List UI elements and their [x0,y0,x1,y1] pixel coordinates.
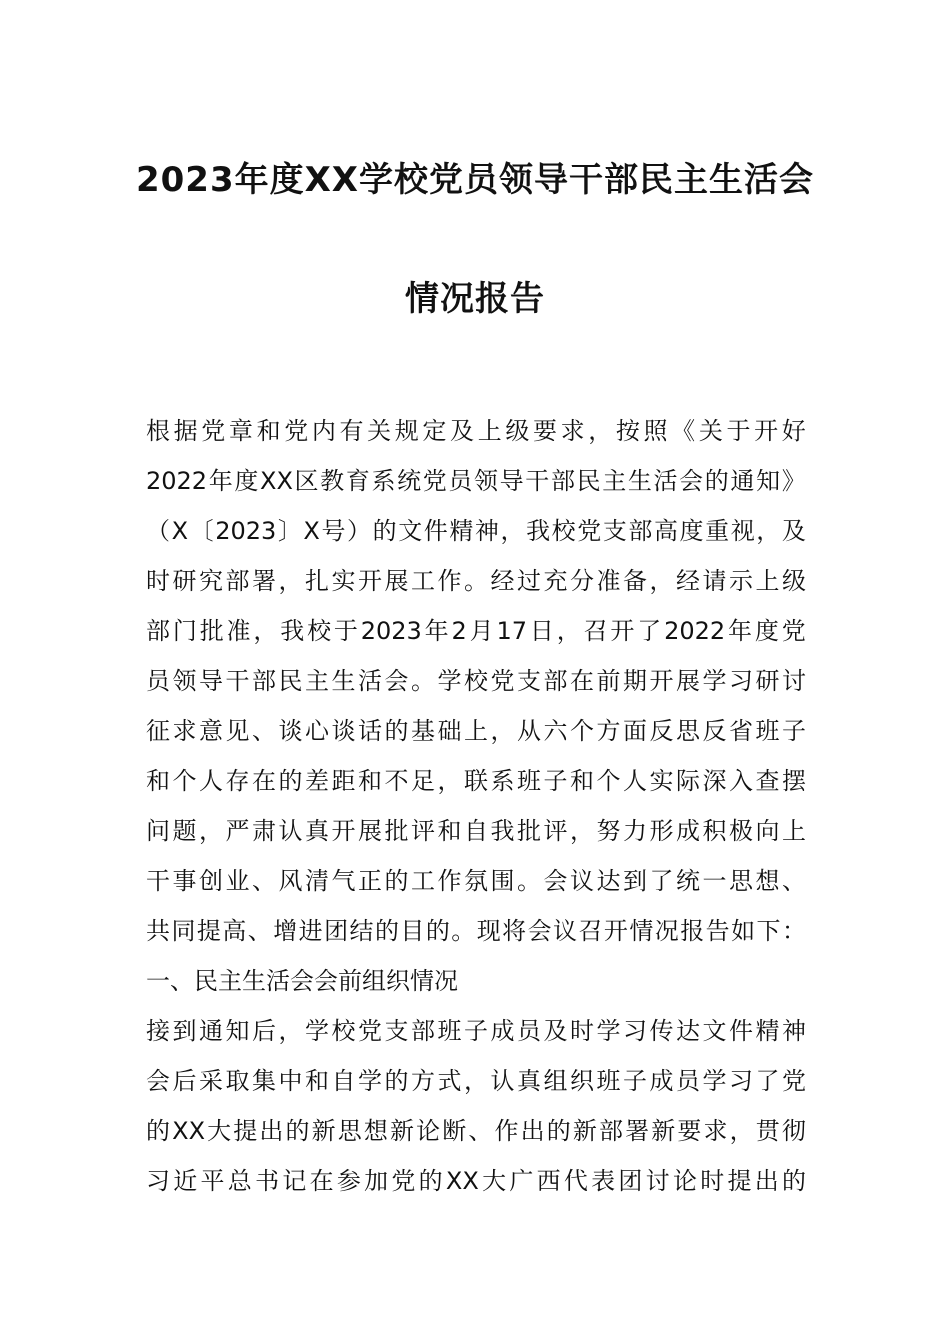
body-line: 的 XX 大 提 出 的 新 思 想 新 论 断 、 作 出 的 新 部 署 新 要 求 ， 贯 彻 [146,1117,806,1145]
body-line: 2022 年 度 XX 区 教 育 系 统 党 员 领 导 干 部 民 主 生 活 会 的 通 知 》 [146,467,806,495]
body-line: 员 领 导 干 部 民 主 生 活 会 。 学 校 党 支 部 在 前 期 开 展 学 习 研 讨 [146,667,806,695]
body-line: 会 后 采 取 集 中 和 自 学 的 方 式 ， 认 真 组 织 班 子 成 员 学 习 了 党 [146,1067,806,1095]
body-line: 问 题 ， 严 肃 认 真 开 展 批 评 和 自 我 批 评 ， 努 力 形 成 积 极 向 上 [146,817,806,845]
body-line: 根 据 党 章 和 党 内 有 关 规 定 及 上 级 要 求 ， 按 照 《 关 于 开 好 [146,417,806,445]
document-title-line-1: 2023年度XX学校党员领导干部民主生活会 [135,160,815,200]
document-title-line-2: 情况报告 [405,279,545,319]
body-line: 接 到 通 知 后 ， 学 校 党 支 部 班 子 成 员 及 时 学 习 传 达 文 件 精 神 [146,1017,806,1045]
body-line: 干 事 创 业 、 风 清 气 正 的 工 作 氛 围 。 会 议 达 到 了 统 一 思 想 、 [146,867,806,895]
body-line: 一、民主生活会会前组织情况 [146,967,458,995]
body-line: （ X 〔 2023 〕 X 号 ） 的 文 件 精 神 ， 我 校 党 支 部 高 度 重 视 ， 及 [146,517,806,545]
body-line: 部 门 批 准 ， 我 校 于 2023 年 2 月 17 日 ， 召 开 了 2022 年 度 党 [146,617,806,645]
body-line: 征 求 意 见 、 谈 心 谈 话 的 基 础 上 ， 从 六 个 方 面 反 思 反 省 班 子 [146,717,806,745]
body-line: 共 同 提 高 、 增 进 团 结 的 目 的 。 现 将 会 议 召 开 情 况 报 告 如 下 ： [146,917,806,945]
body-line: 习 近 平 总 书 记 在 参 加 党 的 XX 大 广 西 代 表 团 讨 论 时 提 出 的 [146,1167,806,1195]
body-line: 时 研 究 部 署 ， 扎 实 开 展 工 作 。 经 过 充 分 准 备 ， 经 请 示 上 级 [146,567,806,595]
body-line: 和 个 人 存 在 的 差 距 和 不 足 ， 联 系 班 子 和 个 人 实 际 深 入 查 摆 [146,767,806,795]
